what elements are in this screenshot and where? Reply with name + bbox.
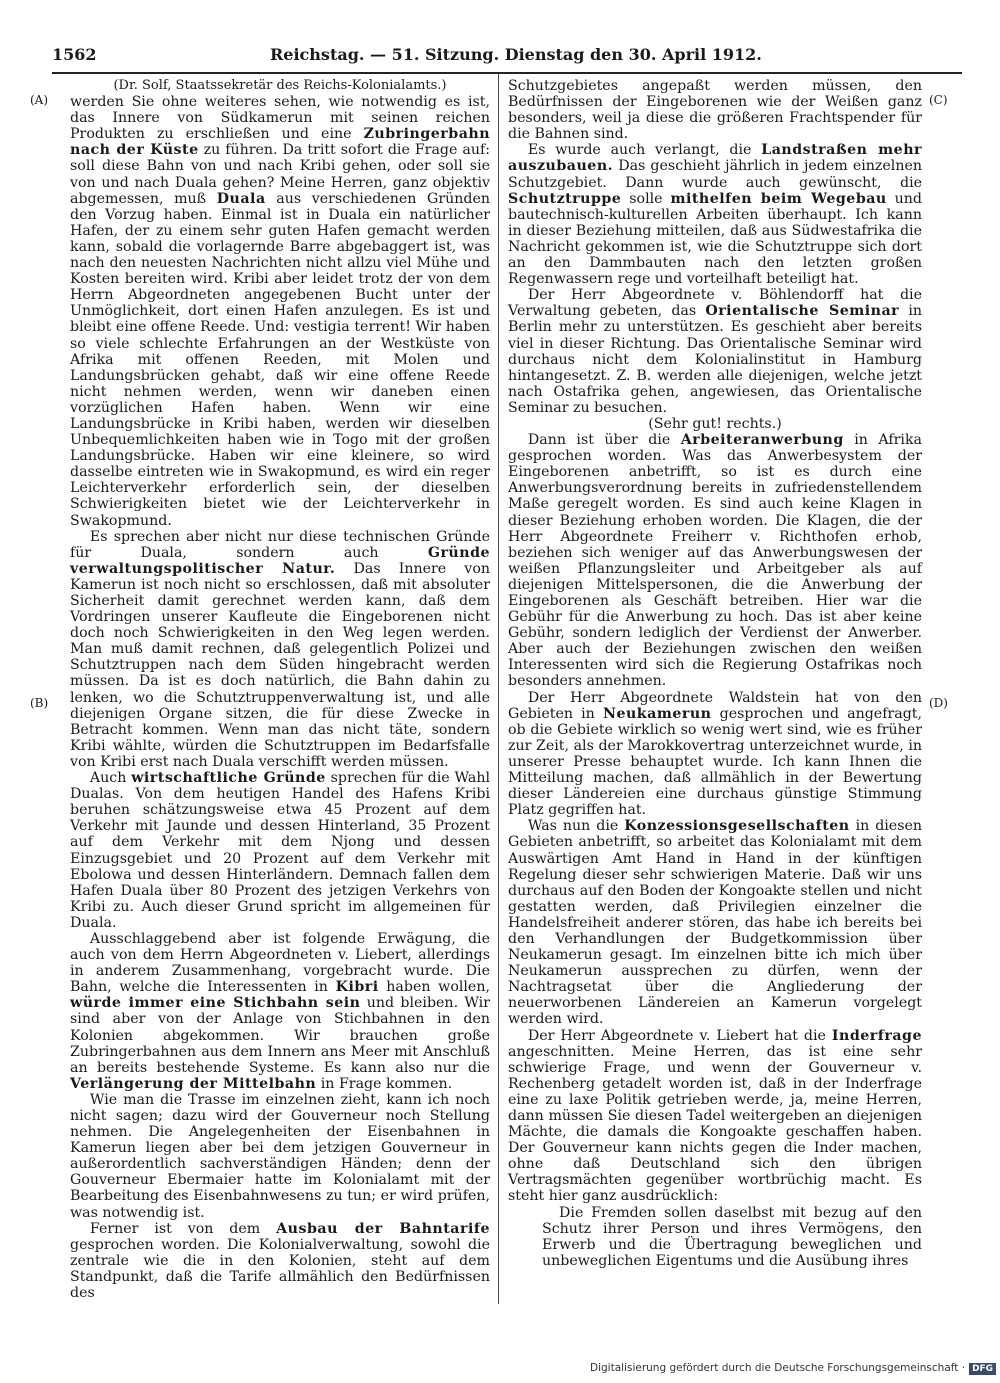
paragraph: Ferner ist von dem Ausbau der Bahntarife gesprochen worden. Die Kolonialverwaltung, sowohl die zentrale wie die in den Kolonien, steht auf dem Standpunkt, daß die Tarife allmählich den Bedürfnissen des bbox=[70, 1220, 490, 1302]
paragraph: Es sprechen aber nicht nur diese technischen Gründe für Duala, sondern auch Gründe verwaltungspolitischer Natur. Das Innere von Kamerun ist noch nicht so erschlossen, daß mit absoluter Sicherheit damit gerechnet werden kann, daß dem Vordringen unserer Kaufleute die Eingeborenen nicht doch noch Schwierigkeiten in den Weg legen werden. Man muß damit rechnen, daß gelegentlich Polizei und Schutztruppen nach dem Süden hingebracht werden müssen. Da ist es doch natürlich, die Bahn dahin zu lenken, wo die Schutztruppenverwaltung ist, und alle diejenigen Organe sitzen, die für diese Zwecke in Betracht kommen. Wenn man das nicht täte, sondern Kribi wählte, würden die Schutztruppen im Bedarfsfalle von Kribi erst nach Duala verschifft werden müssen. bbox=[70, 528, 491, 770]
right-column bbox=[508, 78, 922, 1269]
paragraph: Der Herr Abgeordnete v. Liebert hat die Inderfrage angeschnitten. Meine Herren, das ist eine sehr schwierige Frage, und wenn der Gouverneur v. Rechenberg getadelt worden ist, daß in der Inderfrage eine zu laxe Politik getrieben werde, ja, meine Herren, dann müssen Sie diesen Tadel weitergeben an diejenigen Mächte, die damals die Kongoakte geschaffen haben. Der Gouverneur kann nichts gegen die Inder machen, ohne daß Deutschland sich den übrigen Vertragsmächten gegenüber wortbrüchig macht. Es steht hier ganz ausdrücklich: bbox=[508, 1027, 922, 1205]
running-title: Reichstag. — 51. Sitzung. Dienstag den 30. April 1912. bbox=[270, 45, 762, 64]
margin-mark-d: (D) bbox=[929, 696, 948, 710]
margin-mark-c: (C) bbox=[929, 93, 948, 107]
header-rule bbox=[52, 72, 962, 74]
margin-mark-a: (A) bbox=[30, 93, 49, 107]
paragraph: Auch wirtschaftliche Gründe sprechen für die Wahl Dualas. Von dem heutigen Handel des Hafens Kribi beruhen schätzungsweise etwa 45 Prozent auf dem Verkehr mit Jaunde und dessen Hinterland, 35 Prozent auf dem Verkehr mit dem Njong und dessen Einzugsgebiet und 20 Prozent auf dem Verkehr mit Ebolowa und dessen Hinterländern. Demnach fallen dem Hafen Duala über 80 Prozent des jetzigen Verkehrs von Kribi zu. Auch dieser Grund spricht im allgemeinen für Duala. bbox=[70, 770, 490, 931]
quotation: Die Fremden sollen daselbst mit bezug auf den Schutz ihrer Person und ihres Vermögens, den Erwerb und die Übertragung beweglichen und unbeweglichen Eigentums und die Ausübung ihres bbox=[542, 1204, 922, 1269]
paragraph: Wie man die Trasse im einzelnen zieht, kann ich noch nicht sagen; dazu wird der Gouverneur noch Stellung nehmen. Die Angelegenheiten der Eisenbahnen in Kamerun liegen aber bei dem jetzigen Gouverneur in außerordentlich sachverständigen Händen; denn der Gouverneur Ebermaier hatte im Kolonialamt mit der Bearbeitung des Eisenbahnwesens zu tun; er wird prüfen, was notwendig ist. bbox=[70, 1091, 490, 1221]
left-column bbox=[70, 78, 490, 1301]
page-number: 1562 bbox=[52, 45, 97, 64]
paragraph: Dann ist über die Arbeiteranwerbung in Afrika gesprochen worden. Was das Anwerbesystem der Eingeborenen anbetrifft, so ist es durch eine Anwerbungsverordnung bereits in zufriedenstellendem Maße geregelt worden. Es sind auch keine Klagen in dieser Beziehung erhoben worden. Die Klagen, die der Herr Abgeordnete Freiherr v. Richthofen erhob, beziehen sich weniger auf das Anwerbungswesen der weißen Pflanzungsleiter und Arbeitgeber als auf diejenigen Mittelspersonen, die die Anwerbung der Eingeborenen als Geschäft betreiben. Hier war die Gebühr für die Anwerbung zu hoch. Das ist aber keine Gebühr, sondern lediglich der Verdienst der Anwerber. Aber auch der Beziehungen zwischen den weißen Interessenten wird sich die Regierung Ostafrikas noch besonders annehmen. bbox=[508, 432, 922, 690]
page-header bbox=[52, 44, 962, 68]
footer-text: Digitalisierung gefördert durch die Deutsche Forschungsgemeinschaft · bbox=[590, 1362, 966, 1374]
interjection: (Sehr gut! rechts.) bbox=[648, 415, 782, 432]
margin-mark-b: (B) bbox=[30, 696, 49, 710]
paragraph: Was nun die Konzessionsgesellschaften in diesen Gebieten anbetrifft, so arbeitet das Kolonialamt mit dem Auswärtigen Amt Hand in Hand in der künftigen Regelung dieser sehr schwierigen Materie. Daß wir uns durchaus auf den Boden der Kongoakte stellen und nicht gestatten werden, daß Privilegien einzelner die Handelsfreiheit anderer stören, das habe ich bereits bei den Verhandlungen der Budgetkommission über Neukamerun gesagt. Im einzelnen bitte ich mich über Neukamerun aussprechen zu dürfen, wenn der Nachtragsetat über die Angliederung der neuerworbenen Ländereien an Kamerun vorgelegt werden wird. bbox=[508, 818, 923, 1028]
digitization-footer bbox=[590, 1362, 994, 1375]
speaker-note: (Dr. Solf, Staatssekretär des Reichs-Kolonialamts.) bbox=[113, 78, 447, 93]
paragraph: Der Herr Abgeordnete Waldstein hat von den Gebieten in Neukamerun gesprochen und angefragt, ob die Gebiete wirklich so wenig wert sind, wie es früher zur Zeit, als der Marokkovertrag unterzeichnet wurde, in unserer Presse behauptet wurde. Ich kann Ihnen die Mitteilung machen, daß allmählich in der Bewertung dieser Ländereien eine durchaus günstige Stimmung Platz gegriffen hat. bbox=[508, 689, 922, 819]
dfg-logo-icon: DFG bbox=[969, 1363, 996, 1375]
column-divider bbox=[498, 74, 499, 1304]
paragraph: Ausschlaggebend aber ist folgende Erwägung, die auch von dem Herrn Abgeordneten v. Liebert, allerdings in anderem Zusammenhang, vorgebracht wurde. Die Bahn, welche die Interessenten in Kibri haben wollen, würde immer eine Stichbahn sein und bleiben. Wir sind aber von der Anlage von Stichbahnen in den Kolonien abgekommen. Wir brauchen große Zubringerbahnen aus dem Innern ans Meer mit Anschluß an bereits bestehende Systeme. Es kann also nur die Verlängerung der Mittelbahn in Frage kommen. bbox=[70, 930, 490, 1092]
paragraph: Es wurde auch verlangt, die Landstraßen mehr auszubauen. Das geschieht jährlich in jedem einzelnen Schutzgebiet. Dann wurde auch gewünscht, die Schutztruppe solle mithelfen beim Wegebau und bautechnisch-kulturellen Arbeiten überhaupt. Ich kann in dieser Beziehung mitteilen, daß aus Südwestafrika die Nachricht gekommen ist, wie die Schutztruppe sich dort an den Dammbauten nach den letzten großen Regenwassern rege und vorteilhaft beteiligt hat. bbox=[508, 142, 923, 288]
paragraph: werden Sie ohne weiteres sehen, wie notwendig es ist, das Innere von Südkamerun mit seinen reichen Produkten zu erschließen und eine Zubringerbahn nach der Küste zu führen. Da tritt sofort die Frage auf: soll diese Bahn von und nach Kribi gehen, oder soll sie von und nach Duala gehen? Meine Herren, ganz objektiv abgemessen, muß Duala aus verschiedenen Gründen den Vorzug haben. Einmal ist in Duala ein natürlicher Hafen, der zu einem sehr guten Hafen gemacht werden kann, sobald die vorlagernde Barre abgebaggert ist, was nach den neuesten Nachrichten nicht allzu viel Mühe und Kosten bereiten wird. Kribi aber leidet trotz der von dem Herrn Abgeordneten angegebenen Bucht unter der Unmöglichkeit, dort einen Hafen anzulegen. Es ist und bleibt eine offene Reede. Und: vestigia terrent! Wir haben so viele schlechte Erfahrungen an der Westküste von Afrika mit offenen Reeden, mit Molen und Landungsbrücken gehabt, daß wir eine offene Reede nicht nehmen werden, wenn wir daneben einen vorzüglichen Hafen haben. Wenn wir eine Landungsbrücke in Kribi haben, werden wir dieselben Unbequemlichkeiten haben wie in Togo mit der großen Landungsbrücke. Haben wir eine kleinere, so wird dasselbe eintreten wie in Swakopmund, es wird ein reger Leichterverkehr erforderlich sein, der dieselben Schwierigkeiten bietet wie der Leichterverkehr in Swakopmund. bbox=[70, 94, 491, 529]
paragraph: Schutzgebietes angepaßt werden müssen, den Bedürfnissen der Eingeborenen wie der Weißen ganz besonders, weil ja diese die größeren Frachtspender für die Bahnen sind. bbox=[508, 78, 922, 143]
paragraph: Der Herr Abgeordnete v. Böhlendorff hat die Verwaltung gebeten, das Orientalische Seminar in Berlin mehr zu unterstützen. Es geschieht aber bereits viel in dieser Richtung. Das Orientalische Seminar wird durchaus nicht dem Kolonialinstitut in Hamburg hintangesetzt. Z. B. werden alle diejenigen, welche jetzt nach Ostafrika gehen, angewiesen, das Orientalische Seminar zu besuchen. bbox=[508, 287, 923, 416]
